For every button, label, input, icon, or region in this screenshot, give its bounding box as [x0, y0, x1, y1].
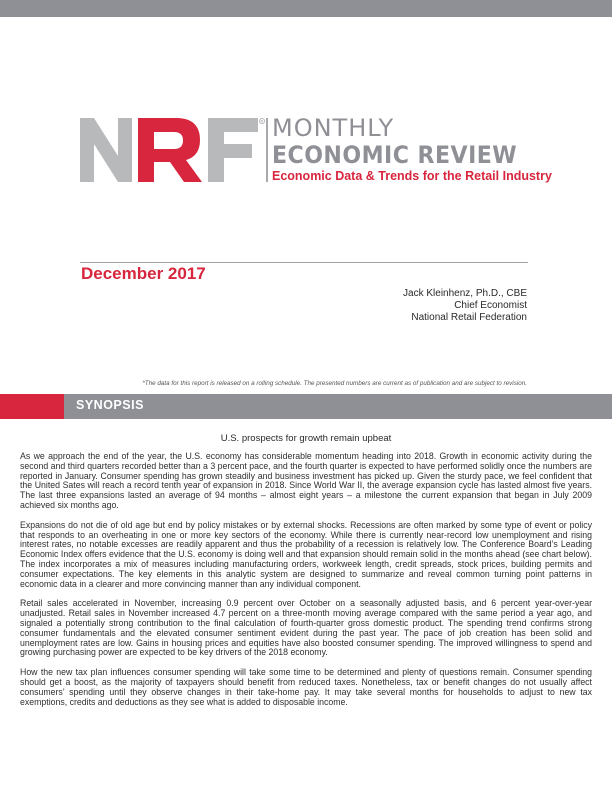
body-paragraph: As we approach the end of the year, the U.S. economy has considerable momentum heading into 2018. Growth in economic activity during the second and third quarters recorded better than a 3 percent pace, and the fourth quarter is expected to have performed solidly once the numbers are reported in January. Consumer spending has grown steadily and business investment has picked up. Given the sturdy pace, we feel confident that the United Sates will reach a record tenth year of expansion in 2018. Since World War II, the average expansion cycle has lasted almost five years. The last three expansions lasted an average of 94 months – almost eight years – a milestone the current expansion that began in July 2009 achieved six months ago.: [20, 451, 592, 510]
report-date: December 2017: [81, 264, 206, 283]
synopsis-section-bar: [0, 394, 612, 419]
nrf-logo: [80, 114, 552, 186]
date-divider: [80, 262, 528, 263]
synopsis-accent-block: [0, 394, 64, 419]
data-footnote: *The data for this report is released on a rolling schedule. The presented numbers are current as of publication and are subject to revision.: [142, 380, 527, 387]
svg-text:R: R: [260, 119, 264, 124]
author-title: Chief Economist: [454, 300, 527, 311]
logo-divider: [266, 118, 268, 182]
nrf-logo-mark: [80, 116, 265, 184]
body-paragraph: Retail sales accelerated in November, increasing 0.9 percent over October on a seasonally adjusted basis, and 6 percent year-over-year unadjusted. Retail sales in November increased 4.7 percent on a three-month moving average compared with the same period a year ago, and signaled a potentially strong contribution to the final calculation of fourth-quarter gross domestic product. The spending trend confirms strong consumer fundamentals and the elevated consumer sentiment evident during the past year. The pace of job creation has been solid and unemployment rates are low. Gains in housing prices and equities have also boosted consumer spending. The improved willingness to spend and growing purchasing power are expected to be key drivers of the 2018 economy.: [20, 598, 592, 658]
logo-tagline: Economic Data & Trends for the Retail Industry: [272, 169, 552, 183]
body-paragraph: Expansions do not die of old age but end by policy mistakes or by external shocks. Recessions are often marked by some type of event or policy that responds to an overheating in one or more key sectors of the economy. While there is currently near-record low unemployment and rising interest rates, no notable excesses are readily apparent and thus the probability of a recession is relatively low. The Conference Board’s Leading Economic Index offers evidence that the U.S. economy is doing well and that expansion should remain solid in the months ahead (see chart below). The index incorporates a mix of measures including manufacturing orders, workweek length, credit spreads, stock prices, building permits and consumer expectations. The key elements in this analytic system are designed to summarize and reveal common turning point patterns in economic data in a clearer and more convincing manner than any individual component.: [20, 519, 592, 589]
body-paragraph: How the new tax plan influences consumer spending will take some time to be determined and plenty of questions remain. Consumer spending should get a boost, as the majority of taxpayers should benefit from reduced taxes. Nonetheless, tax or benefit changes do not usually affect consumers’ spending until they observe changes in their take-home pay. It may take several months for households to adjust to new tax exemptions, credits and deductions as they see what is added to disposable income.: [20, 667, 592, 707]
synopsis-heading: SYNOPSIS: [76, 398, 144, 412]
author-organization: National Retail Federation: [411, 312, 527, 323]
logo-monthly-text: MONTHLY: [272, 114, 395, 142]
logo-economic-review-text: ECONOMIC REVIEW: [272, 141, 518, 169]
synopsis-body: [20, 452, 592, 717]
author-name: Jack Kleinhenz, Ph.D., CBE: [403, 288, 527, 299]
synopsis-subtitle: U.S. prospects for growth remain upbeat: [220, 433, 392, 444]
top-header-bar: [0, 0, 612, 17]
author-block: [403, 288, 527, 324]
